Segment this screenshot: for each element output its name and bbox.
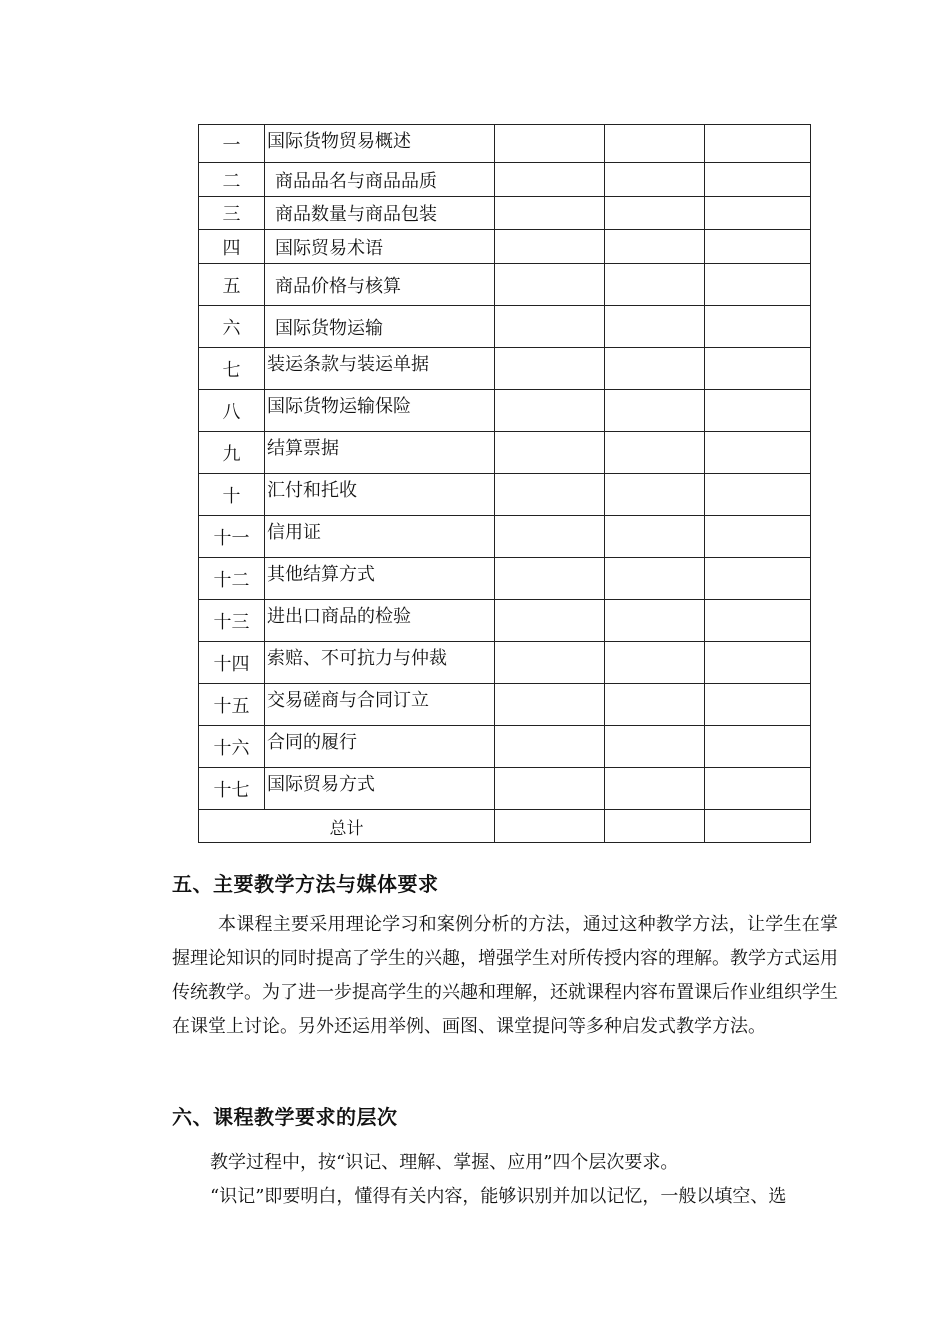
empty-cell: [605, 516, 705, 558]
empty-cell: [605, 558, 705, 600]
table-row: [199, 163, 811, 197]
chapter-number: 三: [199, 197, 265, 230]
chapter-topic: 进出口商品的检验: [265, 600, 495, 642]
table-row: [199, 125, 811, 163]
empty-cell: [495, 390, 605, 432]
empty-cell: [605, 348, 705, 390]
empty-cell: [495, 726, 605, 768]
empty-cell: [705, 197, 811, 230]
recall-level-description: “识记”即要明白，懂得有关内容，能够识别并加以记忆，一般以填空、选: [210, 1186, 787, 1207]
table-row: [199, 197, 811, 230]
chapter-number: 十一: [199, 516, 265, 558]
chapter-topic: 国际贸易术语: [265, 230, 495, 264]
chapter-topic: 交易磋商与合同订立: [265, 684, 495, 726]
chapter-topic: 国际货物运输保险: [265, 390, 495, 432]
empty-cell: [705, 264, 811, 306]
chapter-number: 十六: [199, 726, 265, 768]
chapter-topic: 国际贸易方式: [265, 768, 495, 810]
requirement-levels-intro: 教学过程中，按“识记、理解、掌握、应用”四个层次要求。: [210, 1152, 679, 1173]
empty-cell: [705, 516, 811, 558]
chapter-topic: 商品价格与核算: [265, 264, 495, 306]
chapter-number: 十五: [199, 684, 265, 726]
empty-cell: [495, 642, 605, 684]
chapter-number: 八: [199, 390, 265, 432]
empty-cell: [605, 390, 705, 432]
empty-cell: [705, 558, 811, 600]
empty-cell: [495, 197, 605, 230]
section-heading-teaching-methods: 五、主要教学方法与媒体要求: [172, 872, 439, 896]
chapter-topic: 商品数量与商品包装: [265, 197, 495, 230]
empty-cell: [705, 230, 811, 264]
teaching-methods-paragraph: 本课程主要采用理论学习和案例分析的方法，通过这种教学方法，让学生在掌握理论知识的同时提高了学生的兴趣，增强学生对所传授内容的理解。教学方式运用传统教学。为了进一步提高学生的兴趣和理解，还就课程内容布置课后作业组织学生在课堂上讨论。另外还运用举例、画图、课堂提问等多种启发式教学方法。: [172, 914, 838, 1037]
chapter-number: 十四: [199, 642, 265, 684]
table-row: [199, 558, 811, 600]
course-schedule-table: [198, 124, 811, 843]
chapter-topic: 国际货物运输: [265, 306, 495, 348]
empty-cell: [705, 125, 811, 163]
empty-cell: [705, 810, 811, 843]
empty-cell: [705, 163, 811, 197]
schedule-body: [199, 125, 811, 843]
chapter-number: 六: [199, 306, 265, 348]
empty-cell: [705, 642, 811, 684]
empty-cell: [605, 810, 705, 843]
chapter-number: 五: [199, 264, 265, 306]
empty-cell: [605, 163, 705, 197]
empty-cell: [495, 474, 605, 516]
empty-cell: [605, 600, 705, 642]
chapter-topic: 合同的履行: [265, 726, 495, 768]
empty-cell: [495, 306, 605, 348]
chapter-topic: 索赔、不可抗力与仲裁: [265, 642, 495, 684]
chapter-number: 十七: [199, 768, 265, 810]
section-heading-requirement-levels: 六、课程教学要求的层次: [172, 1105, 398, 1129]
table-row: [199, 432, 811, 474]
empty-cell: [495, 768, 605, 810]
empty-cell: [495, 684, 605, 726]
empty-cell: [705, 726, 811, 768]
table-row: [199, 348, 811, 390]
table-row: [199, 642, 811, 684]
chapter-topic: 信用证: [265, 516, 495, 558]
table-row: [199, 230, 811, 264]
empty-cell: [705, 600, 811, 642]
table-row: [199, 306, 811, 348]
chapter-number: 一: [199, 125, 265, 163]
chapter-topic: 其他结算方式: [265, 558, 495, 600]
empty-cell: [495, 600, 605, 642]
table-row: [199, 474, 811, 516]
empty-cell: [495, 558, 605, 600]
empty-cell: [495, 230, 605, 264]
empty-cell: [705, 390, 811, 432]
chapter-topic: 国际货物贸易概述: [265, 125, 495, 163]
table-row: [199, 264, 811, 306]
empty-cell: [605, 432, 705, 474]
empty-cell: [605, 684, 705, 726]
empty-cell: [605, 642, 705, 684]
table-row: [199, 600, 811, 642]
empty-cell: [605, 474, 705, 516]
table-row: [199, 768, 811, 810]
chapter-topic: 结算票据: [265, 432, 495, 474]
empty-cell: [605, 264, 705, 306]
chapter-number: 十二: [199, 558, 265, 600]
chapter-number: 七: [199, 348, 265, 390]
empty-cell: [605, 230, 705, 264]
chapter-number: 十三: [199, 600, 265, 642]
total-label: 总计: [199, 810, 495, 843]
empty-cell: [495, 264, 605, 306]
empty-cell: [495, 810, 605, 843]
empty-cell: [705, 684, 811, 726]
empty-cell: [495, 516, 605, 558]
empty-cell: [605, 125, 705, 163]
chapter-number: 十: [199, 474, 265, 516]
table-row: [199, 390, 811, 432]
empty-cell: [705, 306, 811, 348]
empty-cell: [495, 432, 605, 474]
table-row: [199, 726, 811, 768]
empty-cell: [605, 197, 705, 230]
empty-cell: [495, 348, 605, 390]
table-row: [199, 684, 811, 726]
empty-cell: [705, 348, 811, 390]
chapter-topic: 汇付和托收: [265, 474, 495, 516]
empty-cell: [605, 726, 705, 768]
empty-cell: [495, 163, 605, 197]
chapter-number: 二: [199, 163, 265, 197]
chapter-number: 九: [199, 432, 265, 474]
total-row: [199, 810, 811, 843]
empty-cell: [705, 474, 811, 516]
chapter-topic: 装运条款与装运单据: [265, 348, 495, 390]
empty-cell: [495, 125, 605, 163]
table-row: [199, 516, 811, 558]
chapter-number: 四: [199, 230, 265, 264]
empty-cell: [705, 432, 811, 474]
empty-cell: [605, 306, 705, 348]
empty-cell: [605, 768, 705, 810]
empty-cell: [705, 768, 811, 810]
chapter-topic: 商品品名与商品品质: [265, 163, 495, 197]
